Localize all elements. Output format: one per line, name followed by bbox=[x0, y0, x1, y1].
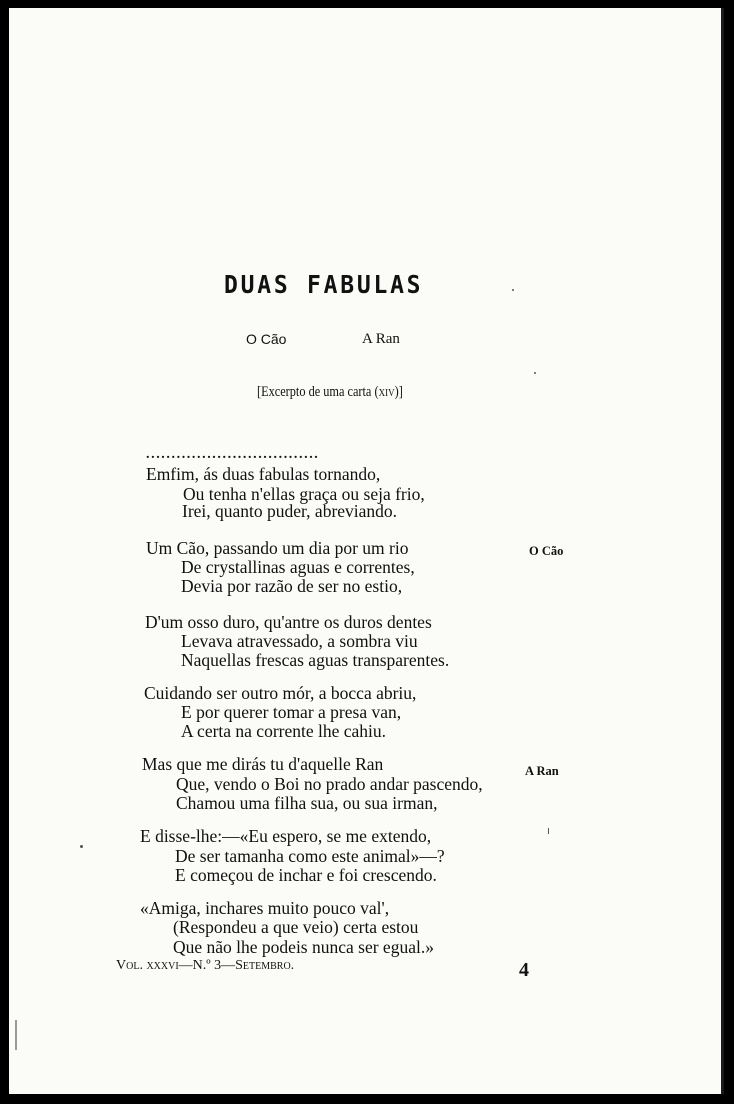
scan-speck bbox=[534, 372, 536, 374]
ellipsis-line: .................................. bbox=[146, 447, 320, 462]
verse-line: (Respondeu a que veio) certa estou bbox=[173, 917, 419, 937]
verse-line: De crystallinas aguas e correntes, bbox=[181, 557, 415, 577]
verse-line: Que não lhe podeis nunca ser egual.» bbox=[173, 937, 434, 957]
excerpt-numeral: (xiv) bbox=[374, 384, 399, 400]
verse-line: Chamou uma filha sua, ou sua irman, bbox=[176, 793, 438, 813]
scan-speck bbox=[15, 1020, 17, 1050]
subtitle-o-cao: O Cão bbox=[246, 331, 287, 347]
verse-line: Devia por razão de ser no estio, bbox=[181, 576, 403, 596]
footer-volume bbox=[116, 958, 294, 974]
margin-note-o-cao: O Cão bbox=[529, 544, 564, 558]
subtitle-a-ran: A Ran bbox=[362, 331, 400, 347]
verse-line: Um Cão, passando um dia por um rio bbox=[146, 538, 409, 558]
verse-line: Naquellas frescas aguas transparentes. bbox=[181, 650, 450, 670]
verse-line: Ou tenha n'ellas graça ou seja frio, bbox=[183, 484, 425, 504]
verse-line: E começou de inchar e foi crescendo. bbox=[175, 865, 437, 885]
verse-line: A certa na corrente lhe cahiu. bbox=[181, 721, 387, 741]
verse-line: D'um osso duro, qu'antre os duros dentes bbox=[145, 612, 432, 632]
scan-speck bbox=[80, 845, 83, 848]
verse-line: Levava atravessado, a sombra viu bbox=[181, 631, 418, 651]
verse-line: Mas que me dirás tu d'aquelle Ran bbox=[142, 754, 384, 774]
verse-line: E disse-lhe:—«Eu espero, se me extendo, bbox=[140, 826, 432, 846]
page-sheet bbox=[9, 8, 724, 1094]
margin-note-a-ran: A Ran bbox=[525, 764, 559, 778]
scan-speck bbox=[548, 828, 549, 834]
verse-line: E por querer tomar a presa van, bbox=[181, 702, 402, 722]
verse-line: De ser tamanha como este animal»—? bbox=[175, 846, 445, 866]
verse-line: Que, vendo o Boi no prado andar pascendo, bbox=[176, 774, 483, 794]
footer-volume-text: Vol. xxxvi—N.º 3—Setembro. bbox=[116, 958, 295, 973]
excerpt-note bbox=[257, 384, 403, 401]
verse-line: Irei, quanto puder, abreviando. bbox=[182, 501, 398, 521]
excerpt-prefix: [Excerpto de uma carta bbox=[257, 384, 372, 400]
verse-line: Cuidando ser outro mór, a bocca abriu, bbox=[144, 683, 417, 703]
scan-speck bbox=[512, 289, 514, 291]
document-title: DUAS FABULAS bbox=[224, 270, 424, 299]
verse-line: «Amiga, inchares muito pouco val', bbox=[140, 898, 390, 918]
verse-line: Emfim, ás duas fabulas tornando, bbox=[146, 464, 381, 484]
signature-mark: 4 bbox=[519, 959, 529, 981]
excerpt-suffix: ] bbox=[398, 384, 403, 400]
